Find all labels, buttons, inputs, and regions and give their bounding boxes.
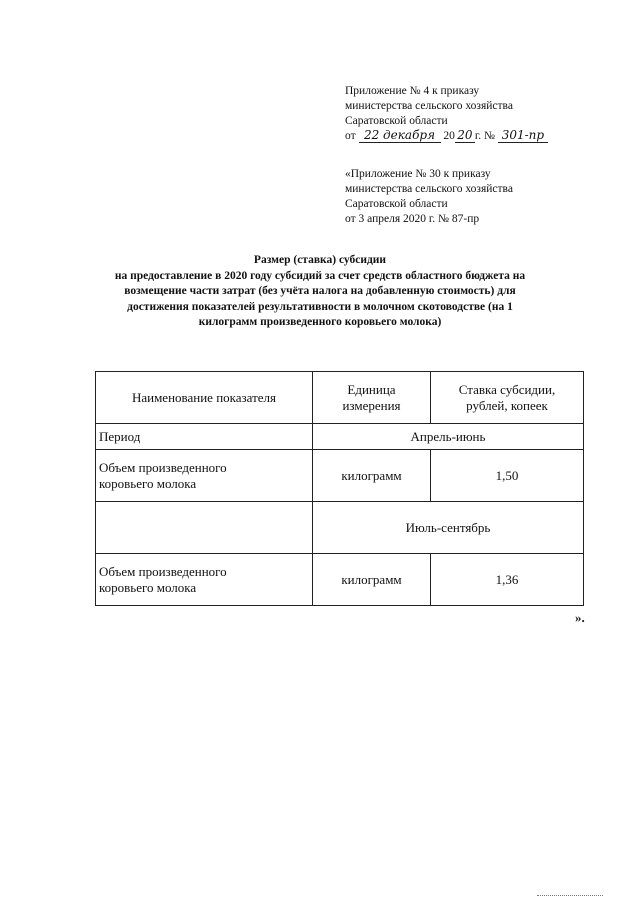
rate-cell: 1,50 xyxy=(431,450,584,502)
indicator-name-line-2: коровьего молока xyxy=(99,579,197,595)
appendix-line-2: министерства сельского хозяйства xyxy=(345,100,513,112)
header-indicator-name: Наименование показателя xyxy=(96,372,313,424)
appendix-date-line xyxy=(345,129,548,144)
year-prefix: 20 xyxy=(443,130,455,142)
table-row xyxy=(96,450,584,502)
original-line-3: Саратовской области xyxy=(345,198,448,210)
header-rate xyxy=(431,372,584,424)
original-line-2: министерства сельского хозяйства xyxy=(345,183,513,195)
unit-cell: килограмм xyxy=(313,450,431,502)
title-line-3: возмещение части затрат (без учёта налога на добавленную стоимость) для xyxy=(124,285,516,297)
header-rate-line-2: рублей, копеек xyxy=(466,397,548,413)
appendix-line-1: Приложение № 4 к приказу xyxy=(345,85,480,97)
header-unit xyxy=(313,372,431,424)
indicator-name xyxy=(96,450,313,502)
indicator-name xyxy=(96,554,313,606)
indicator-name-line-2: коровьего молока xyxy=(99,475,197,491)
period-row xyxy=(96,502,584,554)
original-appendix-header xyxy=(345,167,513,227)
scan-artifact-line xyxy=(537,895,603,896)
indicator-name-line-1: Объем произведенного xyxy=(99,563,227,579)
indicator-name-line-1: Объем произведенного xyxy=(99,459,227,475)
table-row xyxy=(96,554,584,606)
title-line-5: килограмм произведенного коровьего молока) xyxy=(198,316,442,328)
title-line-2: на предоставление в 2020 году субсидий за счет средств областного бюджета на xyxy=(114,269,526,282)
period-april-june: Апрель-июнь xyxy=(313,424,584,450)
rate-cell: 1,36 xyxy=(431,554,584,606)
period-label: Период xyxy=(96,424,313,450)
original-line-4: от 3 апреля 2020 г. № 87-пр xyxy=(345,213,480,225)
header-rate-line-1: Ставка субсидии, xyxy=(458,381,556,397)
title-line-4: достижения показателей результативности в молочном скотоводстве (на 1 xyxy=(127,300,513,313)
header-unit-line-2: измерения xyxy=(342,397,401,413)
empty-cell xyxy=(96,502,313,554)
subsidy-rate-table xyxy=(95,371,584,606)
period-row xyxy=(96,424,584,450)
number-prefix: г. № xyxy=(474,130,496,142)
closing-quote-mark: ». xyxy=(575,610,585,625)
document-title xyxy=(0,253,640,331)
period-july-september: Июль-сентябрь xyxy=(313,502,584,554)
header-unit-line-1: Единица xyxy=(347,381,396,397)
handwritten-date: 22 декабря xyxy=(359,129,441,143)
handwritten-year: 20 xyxy=(455,129,475,143)
unit-cell: килограмм xyxy=(313,554,431,606)
original-line-1: «Приложение № 30 к приказу xyxy=(345,168,491,180)
date-prefix: от xyxy=(345,130,356,142)
appendix-header xyxy=(345,84,548,144)
table-header-row xyxy=(96,372,584,424)
title-line-1: Размер (ставка) субсидии xyxy=(253,254,387,266)
handwritten-order-number: 301-пр xyxy=(498,129,548,143)
appendix-line-3: Саратовской области xyxy=(345,115,448,127)
